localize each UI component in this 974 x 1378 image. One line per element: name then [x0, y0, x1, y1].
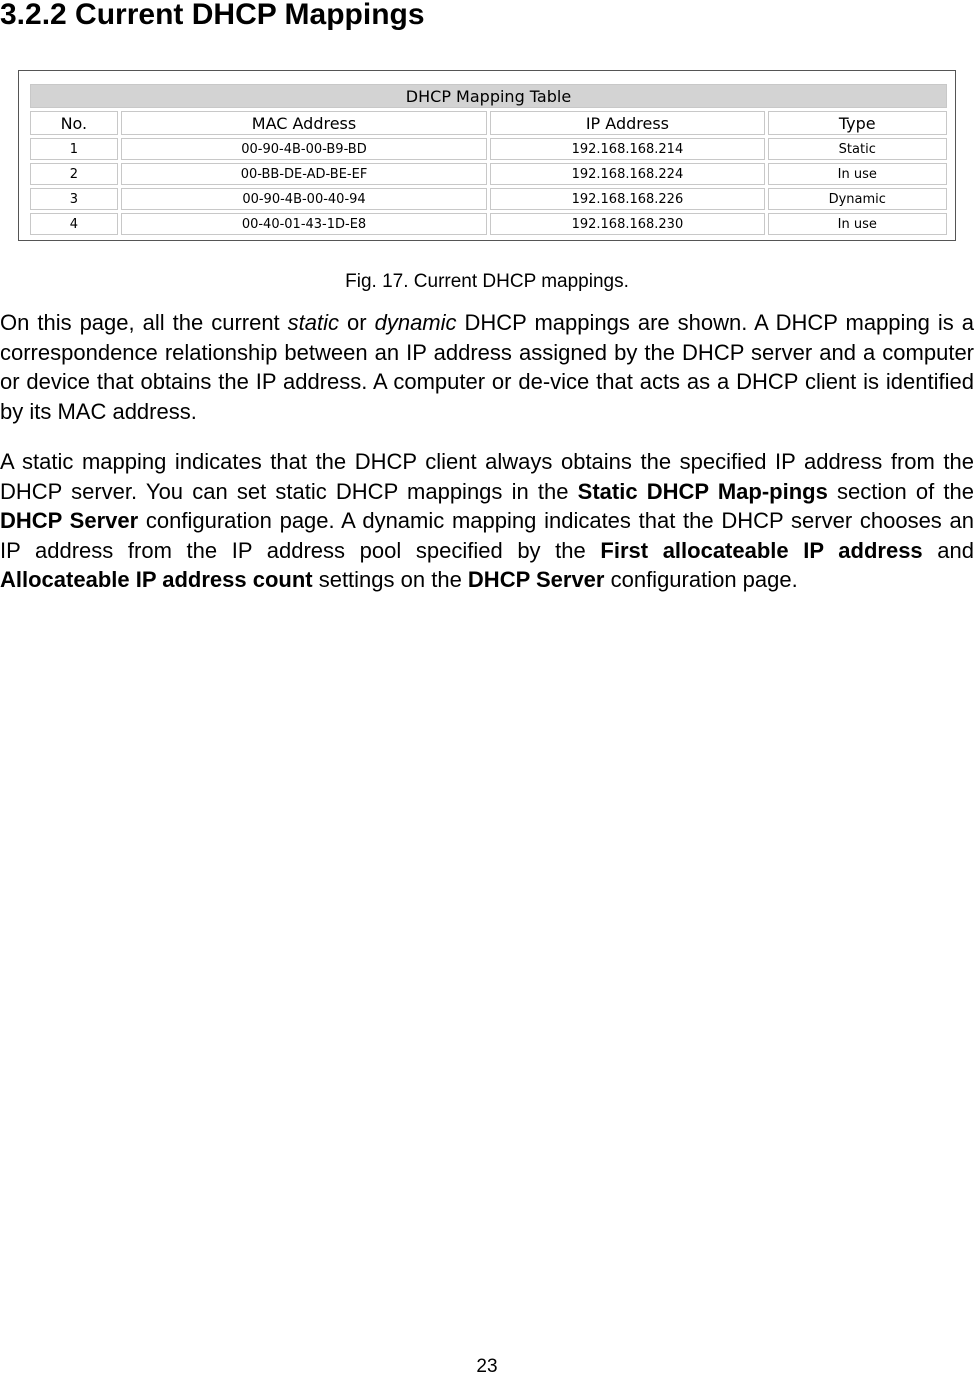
column-header-ip: IP Address	[490, 111, 764, 135]
table-row	[30, 188, 947, 210]
text-run: section of the	[827, 478, 974, 504]
paragraph-intro	[0, 308, 974, 426]
table-row	[30, 163, 947, 185]
text-run: settings on the	[312, 567, 468, 592]
column-header-mac: MAC Address	[121, 111, 488, 135]
cell-no: 4	[30, 213, 118, 235]
cell-type: In use	[768, 213, 947, 235]
cell-mac: 00-40-01-43-1D-E8	[121, 213, 488, 235]
column-header-no: No.	[30, 111, 118, 135]
figure-caption: Fig. 17. Current DHCP mappings.	[345, 271, 629, 292]
text-run: configuration page. A dynamic mapping indicates that the DHCP server chooses an IP address from the IP address pool specified by the	[0, 508, 974, 563]
text-run: A static mapping indicates that the DHCP client always obtains the specified IP address from the DHCP server. You can set static DHCP mappings in the	[0, 449, 974, 504]
bold-dhcp-server: DHCP Server	[0, 508, 139, 533]
emphasis-static: static	[287, 310, 340, 335]
cell-ip: 192.168.168.224	[490, 163, 764, 185]
text-run: or	[339, 310, 375, 335]
cell-ip: 192.168.168.230	[490, 213, 764, 235]
cell-ip: 192.168.168.214	[490, 138, 764, 160]
bold-static-mappings: Static DHCP Map-pings	[577, 478, 828, 504]
bold-first-allocateable: First allocateable IP address	[600, 537, 923, 563]
table-header-row	[30, 111, 947, 135]
cell-no: 1	[30, 138, 118, 160]
emphasis-dynamic: dynamic	[374, 310, 457, 335]
cell-no: 3	[30, 188, 118, 210]
page-number: 23	[476, 1356, 498, 1377]
bold-dhcp-server-2: DHCP Server	[467, 567, 605, 592]
text-run: DHCP mappings are shown. A DHCP mapping is a correspondence relationship between an IP address assigned by the DHCP server and a computer or device that obtains the IP address. A computer or de-vice that acts as a DHCP client is identified by its MAC address.	[0, 310, 974, 424]
paragraph-details	[0, 447, 974, 595]
bold-allocateable-count: Allocateable IP address count	[0, 567, 313, 592]
cell-ip: 192.168.168.226	[490, 188, 764, 210]
table-row	[30, 138, 947, 160]
dhcp-mapping-table	[27, 81, 950, 238]
section-heading: 3.2.2 Current DHCP Mappings	[0, 0, 425, 31]
dhcp-table-figure	[18, 70, 956, 241]
cell-mac: 00-90-4B-00-B9-BD	[121, 138, 488, 160]
cell-no: 2	[30, 163, 118, 185]
text-run: On this page, all the current	[0, 310, 288, 335]
cell-mac: 00-BB-DE-AD-BE-EF	[121, 163, 488, 185]
cell-type: Dynamic	[768, 188, 947, 210]
table-row	[30, 213, 947, 235]
text-run: and	[922, 537, 974, 563]
cell-type: In use	[768, 163, 947, 185]
cell-type: Static	[768, 138, 947, 160]
text-run: configuration page.	[604, 567, 798, 592]
table-title: DHCP Mapping Table	[30, 84, 947, 108]
cell-mac: 00-90-4B-00-40-94	[121, 188, 488, 210]
column-header-type: Type	[768, 111, 947, 135]
